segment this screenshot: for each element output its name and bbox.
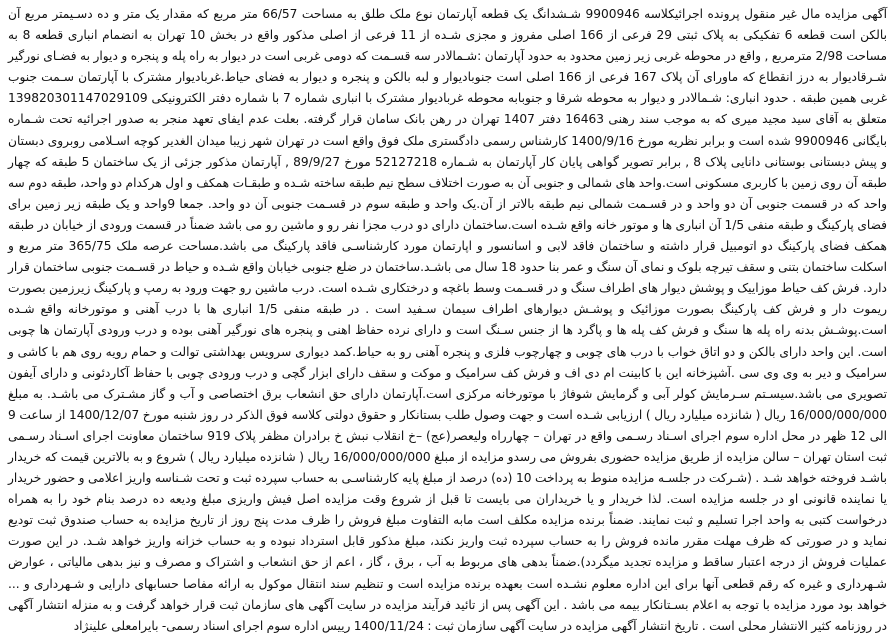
auction-notice-text: آگهی مزایده مال غیر منقول پرونده اجرائیکلاسه 9900946 شـشدانگ یک قطعه آپارتمان نوع ملک طلق به مساحت 66/57 متر مربع که مقدار یک متر و ده دسـیمتر مربع آن بالکن است قطعه 6 تفکیکی به پلاک ثبتی 29 فرعی از 166 اصلی مفروز و مجزی شـده از 11 فرعی از اصلی مذکور واقع در بخش 10 تهران به انضمام انباری قطعه 8 به مساحت 2/98 مترمربع , واقع در محوطه غربی زیر زمین محدود به حدود آپارتمان :شـمالادر سه قسـمت که دومی غربی است در دیوار به راه پله و پنجره و دیوار به فضـای نورگیر شـرقادیوار به درز انقطاع که ماورای آن پلاک 167 فرعی از 166 اصلی است جنوبادیوار و لبه بالکن و پنجره و دیوار به فضای حیاط.غربادیوار مشترک با آپارتمان سـمت جنوب غربی همین طبقه . حدود انباری: شـمالادر و دیوار به محوطه شرقا و جنوبابه محوطه غربادیوار مشترک با انباری شماره 7 با شماره دفتر الکترونیکی 139820301147029109 متعلق به آقای سید مجید میری که به موجب سند رهنی 16463 دفتر 1407 تهران در رهن بانک سامان قرار گرفته. بعلت عدم ایفای تعهد منجر به صدور اجرائیه تحت شـماره بایگانی 9900946 شده است و برابر نظریه مورخ 1400/9/16 کارشناس رسمی دادگستری ملک فوق واقع است در تهران شهر زیبا میدان الغدیر کوچه اسـلامی روبروی دبستان و پیش دبستانی بوستانی دانایی پلاک 8 , برابر تصویر گواهی پایان کار آپارتمان به شـماره 52127218 مورخ 89/9/27 , آپارتمان مذکور جزئی از یک ساختمان 5 طبقه که چهار طبقه آن روی زمین با کاربری مسکونی است.واحد های شمالی و جنوبی آن به صورت اختلاف سطح نیم طبقه ساخته شـده و طبقـات همکف و اول هرکدام دو واحد، طبقه دوم سه واحد که در قسمت جنوبی آن دو واحد و در قسـمت شمالی نیم طبقه بالاتر از آن.یک واحد و طبقه سوم در قسـمت جنوبی آن دو واحد. جمعا 9واحد و یک طبقه زیر زمین برای فضای پارکینگ و طبقه منفی 1/5 آن انباری ها و موتور خانه واقع شـده است.ساختمان دارای دو درب مجزا نفر رو و ماشین رو می باشد ضمناً در قسمت ورودی از خیابان در طبقه همکف فضای پارکینگ دو اتومبیل قرار داشته و ساختمان فاقد لابی و اسانسور و اپارتمان مورد کارشناسـی فاقد پارکینگ می باشد.مساحت عرصه ملک 365/75 متر مربع و اسکلت ساختمان بتنی و سقف تیرچه بلوک و نمای آن سنگ و عمر بنا حدود 18 سال می باشـد.ساختمان در ضلع جنوبی خیابان واقع شـده و حیاط در قسـمت جنوبی ساختمان قرار دارد. فرش کف حیاط موزاییک و پوشش دیوار های اطراف سنگ و در قسـمت وسط باغچه و درختکاری شـده است. درب ماشین رو جهت ورود به رمپ و پارکینگ زیرزمین بصورت ریموت دار و فرش کف پارکینگ بصورت موزائیک و پوشـش دیوارهای اطراف سیمان سـفید است . در طبقه منفی 1/5 انباری ها با درب آهنی و موتورخانه واقع شـده است.پوشـش بدنه راه پله ها سنگ و فرش کف پله ها و پاگرد ها از جنس سـنگ است و دارای نرده حفاظ اهنی و پنجره های نورگیر آهنی بوده و درب ورودی آپارتمان ها چوبی است. این واحد دارای بالکن و دو اتاق خواب با درب های چوبی و چهارچوب فلزی و پنجره آهنی رو به حیاط.کمد دیواری سرویس بهداشتی توالت و حمام رویه روی هم با کاشی و سرامیک و دیر به وی وی سی .آشپزخانه این با کابینت ام دی اف و فرش کف سرامیک و موکت و سقف دارای ابزار گچی و درب ورودی چوبی با حفاظ آکاردئونی و دارای آیفون تصویری می باشد.سیسـتم سـرمایش کولر آبی و گرمایش شوفاژ با موتورخانه مرکزی است.آپارتمان دارای حق انشعاب برق اختصاصی و آب و گاز مشـترک می باشـد. به مبلغ 16/000/000/000 ریال ( شانزده میلیارد ریال ) ارزیابی شـده است و جهت وصول طلب بستانکار و حقوق دولتی کلاسه فوق الذکر در روز شنبه مورخ 1400/12/07 از ساعت 9 الی 12 ظهر در محل اداره سوم اجرای اسـناد رسـمی واقع در تهران – چهارراه ولیعصر(عج) –خ انقلاب نبش خ برادران مظفر پلاک 919 ساختمان معاونت اجرای اسـناد رسـمی ثبت استان تهران – سالن مزایده از طریق مزایده حضوری بفروش می رسدو مزایده از مبلغ 16/000/000/000 ریال ( شانزده میلیارد ریال ) شروع و به بالاترین قیمت که خریدار باشـد فروخته خواهد شـد . (شـرکت در جلسـه مزایده منوط به پرداخت 10 (ده) درصد از مبلغ پایه کارشناسـی به حساب سپرده ثبت و تحت شـناسه واریز اعلامی و حضور خریدار یا نماینده قانونی او در جلسه مزایده است. لذا خریدار و یا خریداران می بایست تا قبل از شروع وقت مزایده اصل فیش واریزی مبلغ ودیعه ده درصد بنام خود را به همراه درخواست کتبی به واحد اجرا تسلیم و ثبت نمایند. ضمناً برنده مزایده مکلف است مابه التفاوت مبلغ فروش را ظرف مدت پنج روز از تاریخ مزایده به حساب صندوق ثبت تودیع نماید و در صورتی که ظرف مهلت مقرر مانده فروش را به حساب سپرده ثبت واریز نکند، مبلغ مذکور قابل استرداد نبوده و به حساب خزانه واریز خواهد شـد. در این صورت عملیات فروش از درجه اعتبار ساقط و مزایده تجدید میگردد).ضمناً بدهی های مربوط به آب ، برق ، گاز ، اعم از حق انشعاب و اشتراک و مصرف و نیز بدهی مالیاتی ، عوارض شـهرداری و غیره که رقم قطعی آنها برای این اداره معلوم نشـده است بعهده برنده مزایده است و تنظیم سند انتقال موکول به ارائه مفاصا حسابهای دارایی و شـهرداری و ... خواهد بود مورد مزایده با توجه به اعلام بسـتانکار بیمه می باشد . این آگهی پس از تائید فرآیند مزایده در سایت آگهی های سازمان ثبت قرار خواهد گرفت و به منزله انتشار آگهی در روزنامه کثیر الانتشار محلی است . تاریخ انتشار آگهی مزایده در سایت آگهی سازمان ثبت : 1400/11/24 رییس اداره سوم اجرای اسناد رسمی- بایرامعلی علینژاد bbox=[8, 7, 888, 633]
